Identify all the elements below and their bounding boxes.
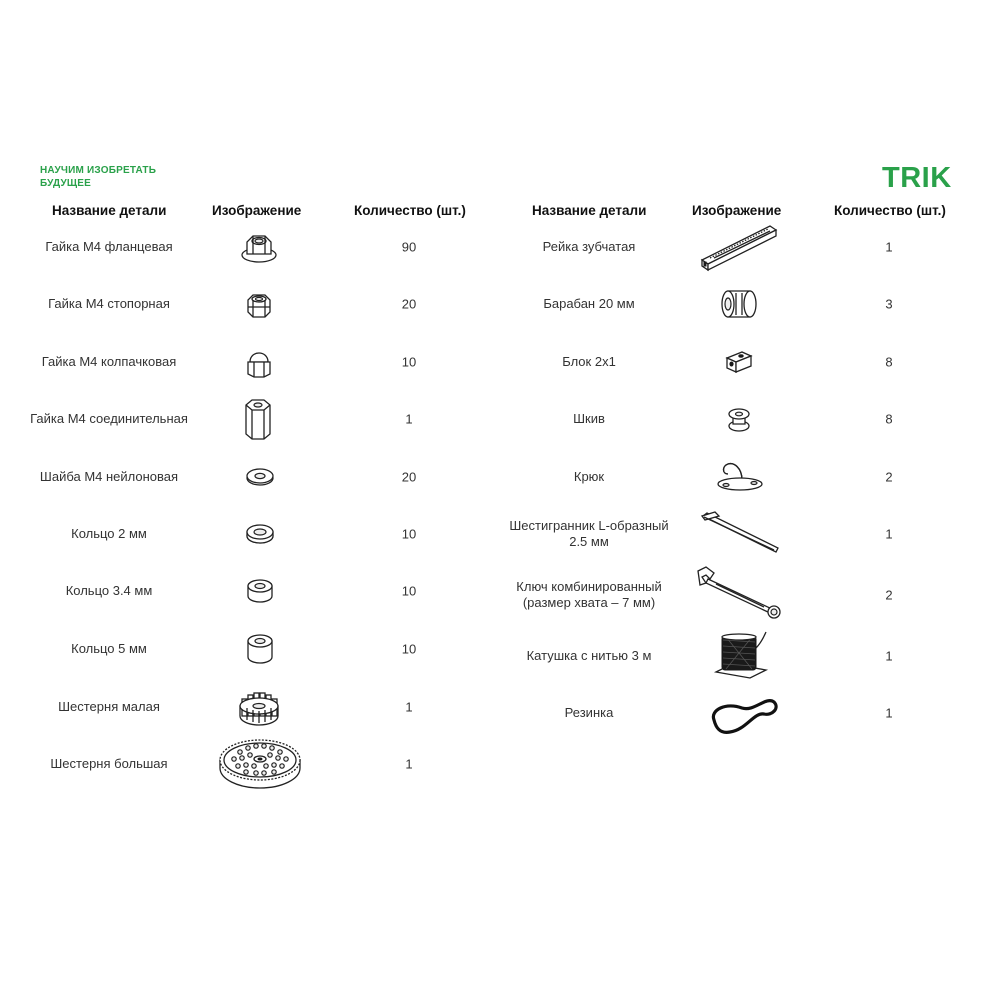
ring-5mm-icon <box>245 632 275 666</box>
part-quantity: 1 <box>885 526 893 542</box>
cap-nut-icon <box>244 344 274 380</box>
part-name: Шкив <box>573 411 605 426</box>
part-name: Крюк <box>573 469 605 484</box>
header-quantity-left: Количество (шт.) <box>354 203 466 218</box>
part-name: Барабан 20 мм <box>543 296 635 311</box>
part-quantity: 8 <box>885 354 893 370</box>
part-name: Шайба М4 нейлоновая <box>39 469 179 484</box>
ring-3-4mm-icon <box>245 577 275 607</box>
part-name: Ключ комбинированный (размер хвата – 7 мм) <box>516 579 662 610</box>
part-name: Гайка М4 фланцевая <box>45 239 173 254</box>
part-quantity: 2 <box>885 587 893 603</box>
part-quantity: 2 <box>885 469 893 485</box>
part-quantity: 1 <box>405 411 413 427</box>
rubber-band-icon <box>706 692 780 738</box>
nylon-washer-icon <box>244 466 276 488</box>
trik-logo: TRIK <box>882 162 952 194</box>
header-name-left: Название детали <box>52 203 167 218</box>
part-quantity: 90 <box>401 239 417 255</box>
part-name: Шестерня малая <box>58 699 160 714</box>
part-quantity: 8 <box>885 411 893 427</box>
coupling-nut-icon <box>240 396 276 442</box>
header-image-left: Изображение <box>212 203 302 218</box>
part-name: Рейка зубчатая <box>542 239 636 254</box>
header-name-right: Название детали <box>532 203 647 218</box>
part-quantity: 20 <box>401 469 417 485</box>
part-quantity: 1 <box>405 699 413 715</box>
part-name: Гайка М4 стопорная <box>48 296 170 311</box>
part-quantity: 1 <box>885 239 893 255</box>
large-gear-icon <box>216 736 304 792</box>
part-name: Кольцо 3.4 мм <box>65 583 153 598</box>
part-name: Шестигранник L-образный 2.5 мм <box>509 518 669 549</box>
ring-2mm-icon <box>244 522 276 546</box>
part-quantity: 3 <box>885 296 893 312</box>
slogan: НАУЧИМ ИЗОБРЕТАТЬ БУДУЩЕЕ <box>40 165 157 189</box>
part-name: Шестерня большая <box>50 756 168 771</box>
part-name: Блок 2х1 <box>562 354 616 369</box>
header-image-right: Изображение <box>692 203 782 218</box>
part-name: Гайка М4 колпачковая <box>41 354 177 369</box>
lock-nut-icon <box>244 290 274 320</box>
small-gear-icon <box>236 686 282 728</box>
part-name: Резинка <box>564 705 614 720</box>
block-2x1-icon <box>724 348 754 376</box>
hex-key-icon <box>700 510 782 554</box>
part-name: Катушка с нитью 3 м <box>526 648 652 663</box>
part-quantity: 1 <box>885 705 893 721</box>
part-quantity: 10 <box>401 526 417 542</box>
flange-nut-icon <box>238 230 280 266</box>
gear-rack-icon <box>696 220 780 276</box>
hook-icon <box>712 458 768 494</box>
drum-icon <box>718 285 760 323</box>
thread-spool-icon <box>710 628 770 684</box>
part-quantity: 10 <box>401 583 417 599</box>
combination-wrench-icon <box>694 565 784 621</box>
part-quantity: 20 <box>401 296 417 312</box>
part-quantity: 1 <box>405 756 413 772</box>
part-name: Кольцо 5 мм <box>71 641 147 656</box>
part-name: Кольцо 2 мм <box>71 526 147 541</box>
header-quantity-right: Количество (шт.) <box>834 203 946 218</box>
part-name: Гайка М4 соединительная <box>30 411 188 426</box>
part-quantity: 10 <box>401 641 417 657</box>
part-quantity: 10 <box>401 354 417 370</box>
part-quantity: 1 <box>885 648 893 664</box>
pulley-icon <box>726 404 752 434</box>
